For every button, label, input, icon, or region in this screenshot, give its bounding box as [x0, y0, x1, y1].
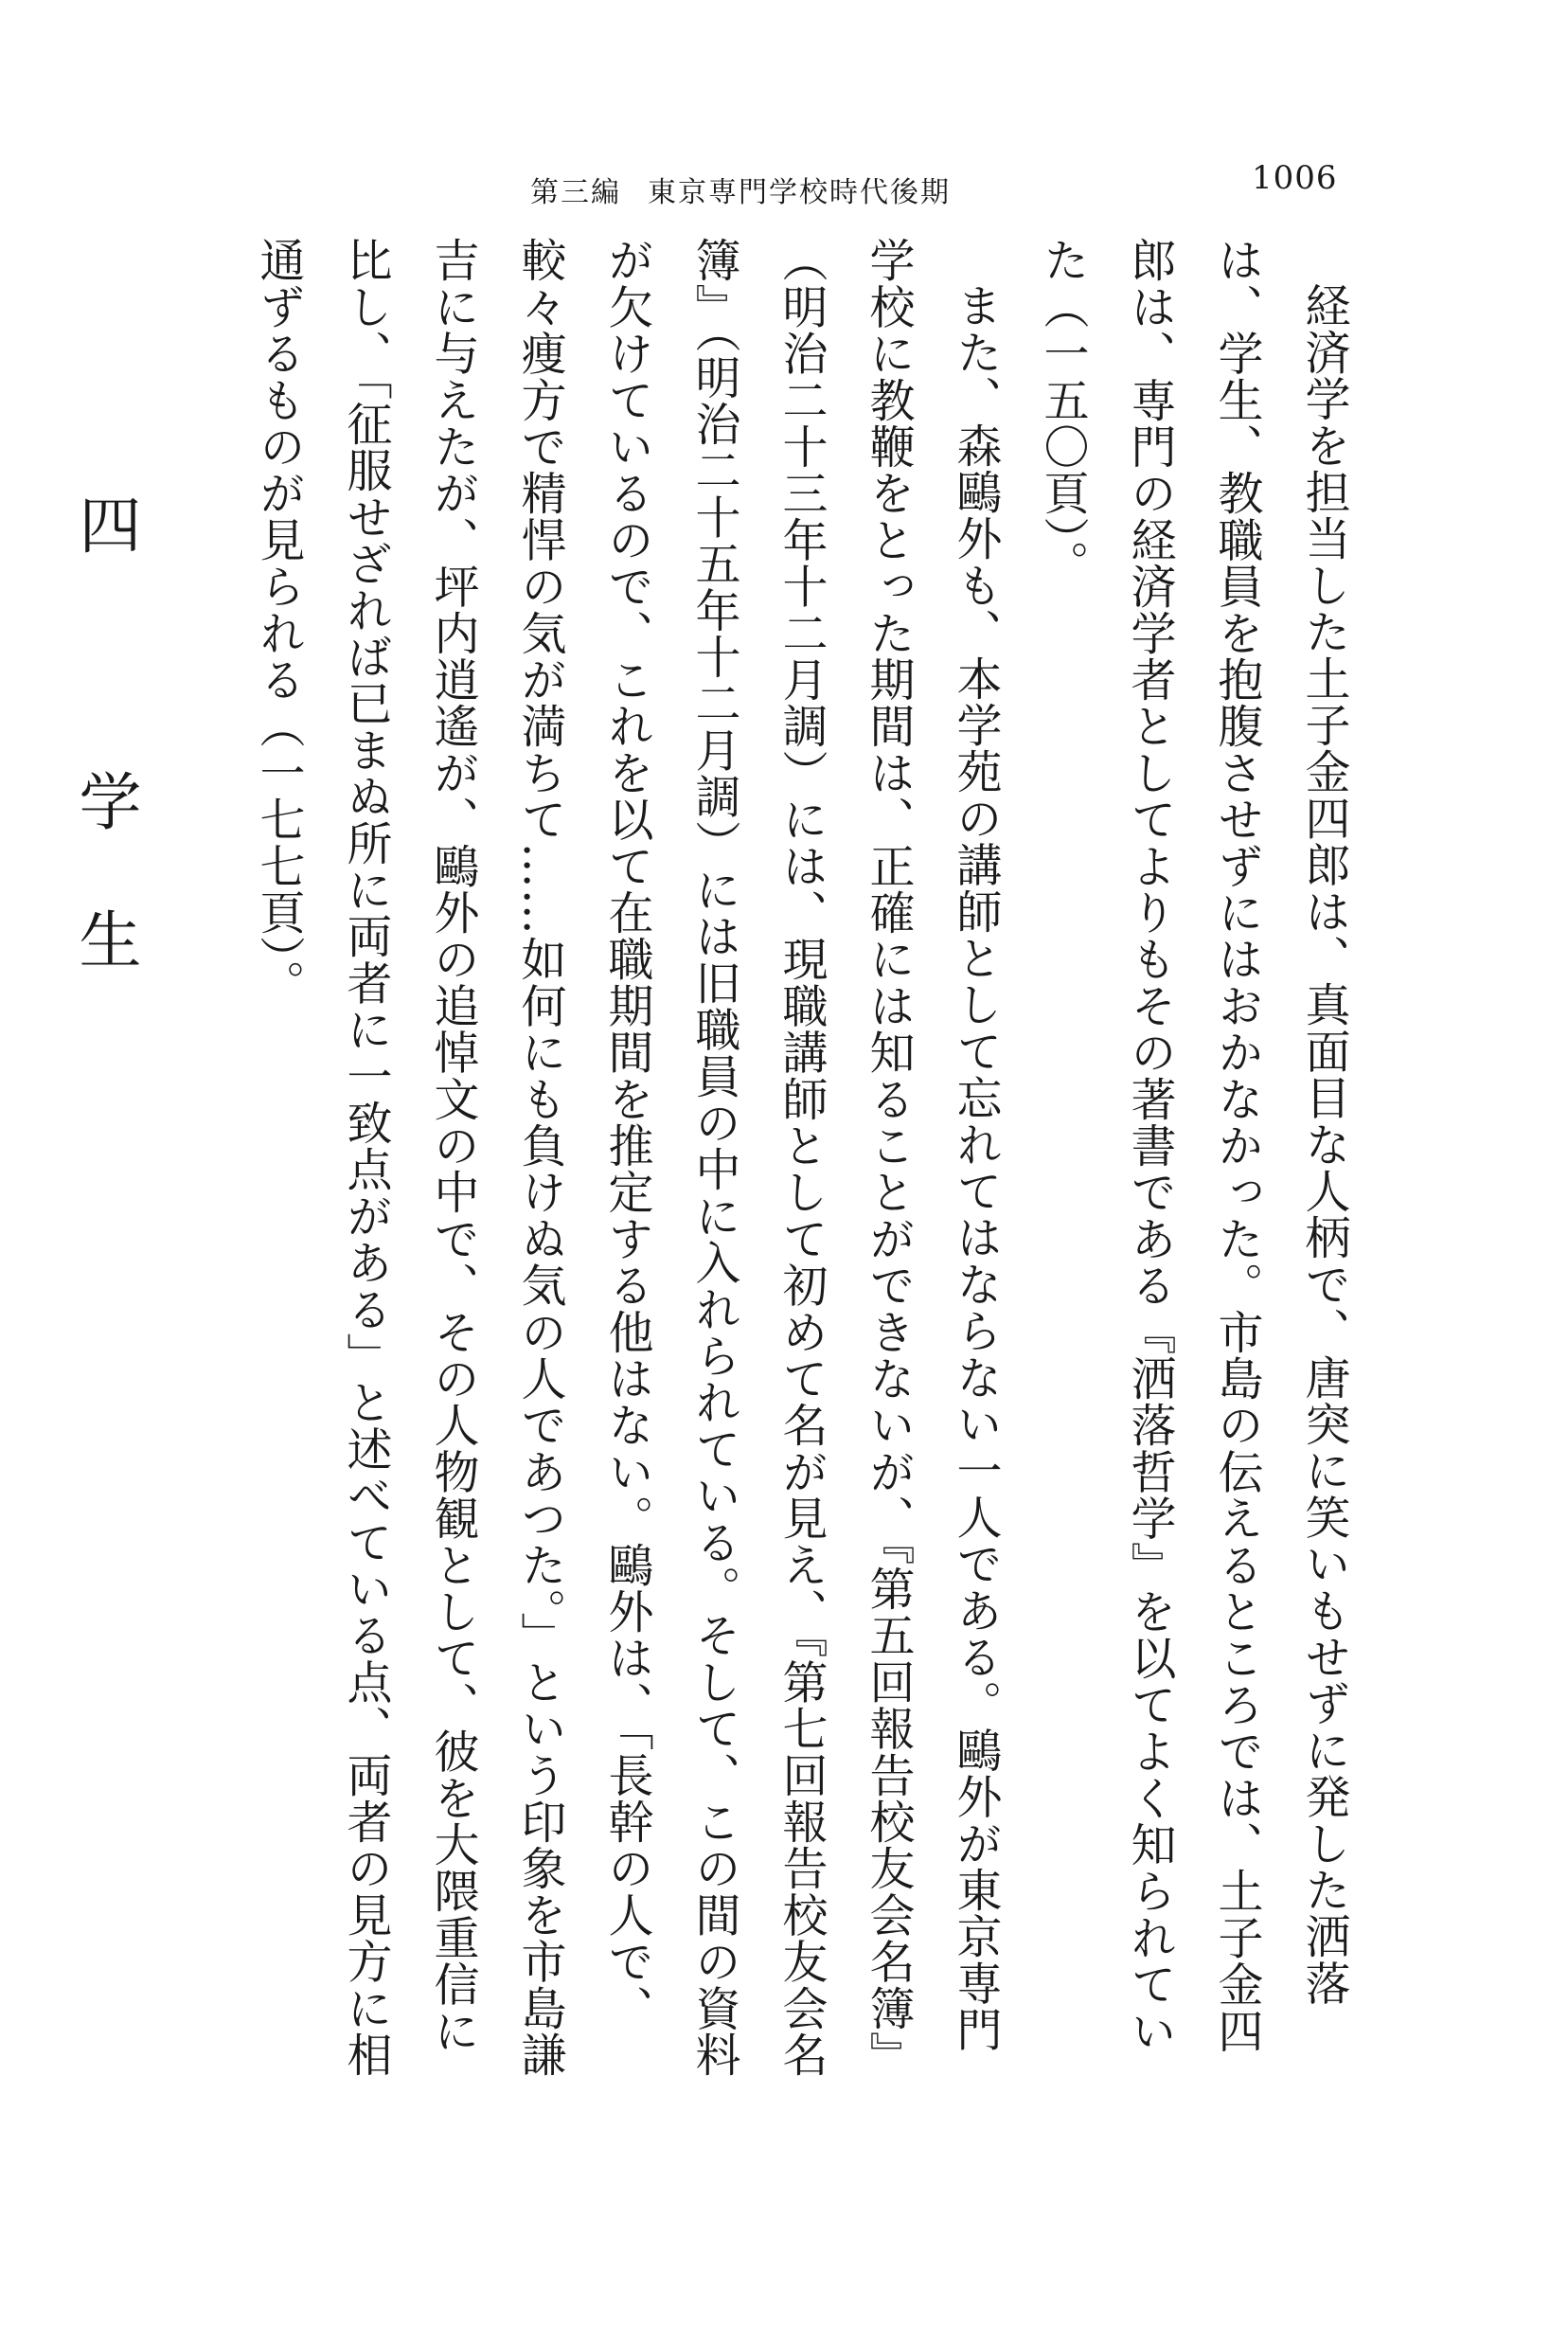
- part-label: 第三編: [530, 176, 621, 209]
- section-heading: 四 学生: [68, 492, 141, 1046]
- running-head: [530, 169, 951, 210]
- chapter-title: 東京専門学校時代後期: [648, 176, 951, 209]
- page-number: 1006: [1252, 159, 1338, 197]
- paragraph-1: 経済学を担当した土子金四郎は、真面目な人柄で、唐突に笑いもせずに発した洒落は、学生、教職員を抱腹させずにはおかなかった。市島の伝えるところでは、土子金四郎は、専門の経済学者としてよりもその著書である『洒落哲学』を以てよく知られていた（一五〇頁）。: [1036, 237, 1350, 2054]
- vertical-text-body: [68, 237, 1367, 2093]
- paragraph-2: また、森鷗外も、本学苑の講師として忘れてはならない一人である。鷗外が東京専門学校に教鞭をとった期間は、正確には知ることができないが、『第五回報告校友会名簿』（明治二十三年十二月調）には、現職講師として初めて名が見え、『第七回報告校友会名簿』（明治二十五年十二月調）には旧職員の中に入れられている。そして、この間の資料が欠けているので、これを以て在職期間を推定する他はない。鷗外は、「長幹の人で、較々痩方で精悍の気が満ちて……如何にも負けぬ気の人であつた。」という印象を市島謙吉に与えたが、坪内逍遙が、鷗外の追悼文の中で、その人物観として、彼を大隈重信に比し、「征服せざれば已まぬ所に両者に一致点がある」と述べている点、両者の見方に相通ずるものが見られる（一七七頁）。: [252, 237, 1002, 2078]
